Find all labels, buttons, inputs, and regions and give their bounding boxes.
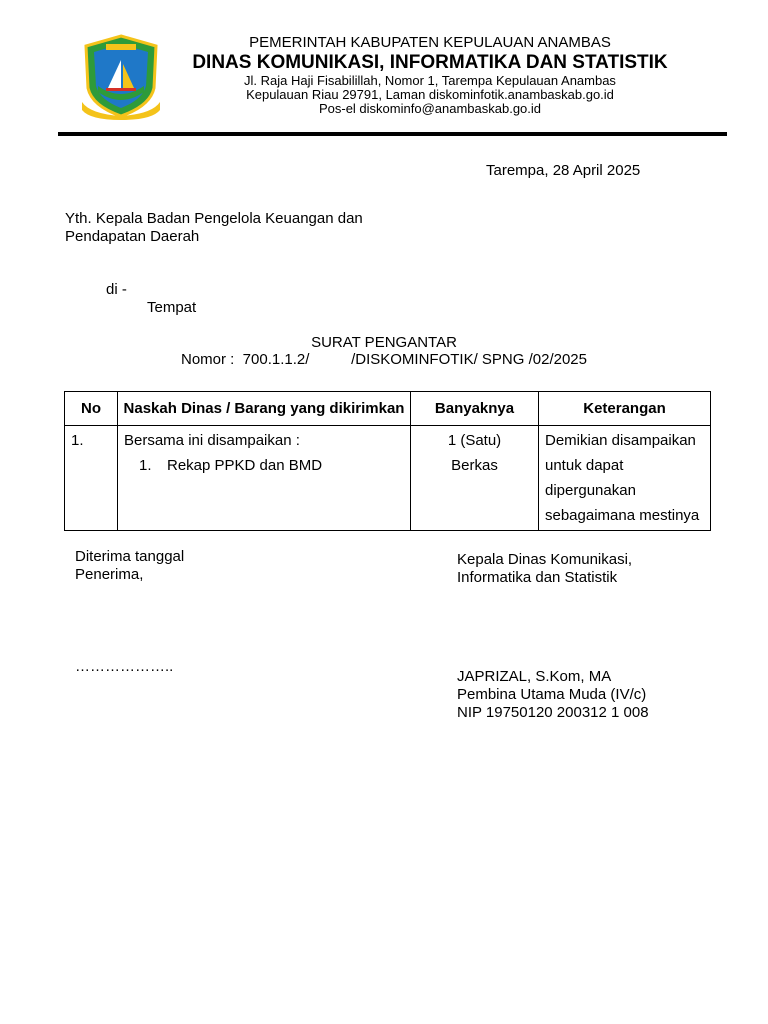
list-item-number: 1. (139, 457, 152, 474)
column-header-keterangan: Keterangan (539, 392, 711, 426)
cell-banyak (411, 426, 539, 531)
keterangan-line-2: untuk dapat dipergunakan (545, 457, 636, 499)
signatory-name: JAPRIZAL, S.Kom, MA (457, 668, 612, 685)
banyak-quantity: 1 (Satu) (447, 432, 502, 449)
keterangan-line-1: Demikian disampaikan (545, 432, 696, 449)
agency-name: DINAS KOMUNIKASI, INFORMATIKA DAN STATISTIK (192, 52, 668, 73)
letter-date: Tarempa, 28 April 2025 (486, 162, 641, 179)
table-header-row (65, 392, 711, 426)
signatory-nip: NIP 19750120 200312 1 008 (457, 704, 649, 721)
receipt-block (75, 548, 184, 584)
letter-number: Nomor : 700.1.1.2/ /DISKOMINFOTIK/ SPNG /02/2025 (181, 351, 587, 368)
letterhead-divider (58, 132, 727, 136)
column-header-no: No (65, 392, 118, 426)
signatory-title (457, 551, 632, 587)
regency-emblem-logo (80, 32, 162, 120)
cell-naskah (118, 426, 411, 531)
recipient-place: Tempat (147, 299, 197, 316)
list-item (124, 453, 404, 478)
cell-keterangan (539, 426, 711, 531)
agency-email: Pos-el diskominfo@anambaskab.go.id (318, 101, 542, 116)
signatory-title-line-2: Informatika dan Statistik (457, 569, 618, 586)
cell-no: 1. (65, 426, 118, 531)
naskah-intro: Bersama ini disampaikan : (124, 432, 300, 449)
signatory-rank: Pembina Utama Muda (IV/c) (457, 686, 647, 703)
agency-website: Kepulauan Riau 29791, Laman diskominfotik.anambaskab.go.id (246, 87, 614, 102)
column-header-naskah: Naskah Dinas / Barang yang dikirimkan (118, 392, 411, 426)
receiver-label: Penerima, (75, 566, 144, 583)
banyak-unit: Berkas (451, 457, 498, 474)
signatory-block (457, 668, 649, 722)
letter-title: SURAT PENGANTAR (311, 334, 457, 351)
signatory-title-line-1: Kepala Dinas Komunikasi, (457, 551, 633, 568)
column-header-banyak: Banyaknya (411, 392, 539, 426)
agency-address: Jl. Raja Haji Fisabilillah, Nomor 1, Tarempa Kepulauan Anambas (244, 73, 616, 88)
recipient-line-1: Yth. Kepala Badan Pengelola Keuangan dan (65, 210, 363, 227)
items-table (64, 391, 711, 531)
receiver-signature-placeholder: ……………….. (75, 658, 174, 675)
government-name: PEMERINTAH KABUPATEN KEPULAUAN ANAMBAS (249, 34, 611, 51)
list-item-text: Rekap PPKD dan BMD (167, 457, 323, 474)
recipient-di: di - (106, 281, 127, 298)
keterangan-line-3: sebagaimana mestinya (545, 507, 700, 524)
received-date-label: Diterima tanggal (75, 548, 185, 565)
table-row (65, 426, 711, 531)
recipient (65, 210, 363, 246)
recipient-line-2: Pendapatan Daerah (65, 228, 200, 245)
